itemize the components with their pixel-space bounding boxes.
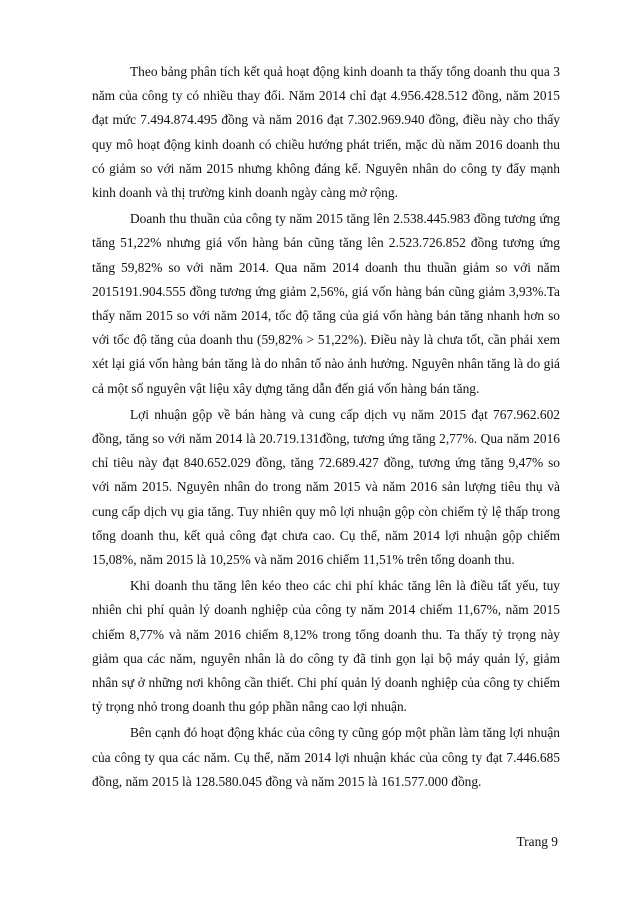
paragraph-other-profit: Bên cạnh đó hoạt động khác của công ty cũng góp một phần làm tăng lợi nhuận của công ty qua các năm. Cụ thể, năm 2014 lợi nhuận khác của công ty đạt 7.446.685 đồng, năm 2015 là 128.580.045 đồng và năm 2015 là 161.577.000 đồng.: [92, 725, 560, 789]
paragraph-management-costs: Khi doanh thu tăng lên kéo theo các chi phí khác tăng lên là điều tất yếu, tuy nhiên chi phí quản lý doanh nghiệp của công ty năm 2014 chiếm 11,67%, năm 2015 chiếm 8,77% và năm 2016 chiếm 8,12% trong tổng doanh thu. Ta thấy tỷ trọng này giảm qua các năm, nguyên nhân là do công ty đã tinh gọn lại bộ máy quản lý, giảm nhân sự ở những nơi không cần thiết. Chi phí quản lý doanh nghiệp của công ty chiếm tỷ trọng nhỏ trong doanh thu góp phần nâng cao lợi nhuận.: [92, 578, 560, 715]
paragraph-revenue-overview: Theo bảng phân tích kết quả hoạt động kinh doanh ta thấy tổng doanh thu qua 3 năm của công ty có nhiều thay đổi. Năm 2014 chỉ đạt 4.956.428.512 đồng, năm 2015 đạt mức 7.494.874.495 đồng và năm 2016 đạt 7.302.969.940 đồng, điều này cho thấy quy mô hoạt động kinh doanh có chiều hướng phát triển, mặc dù năm 2016 doanh thu có giảm so với năm 2015 nhưng không đáng kể. Nguyên nhân do công ty đẩy mạnh kinh doanh và thị trường kinh doanh ngày càng mở rộng.: [92, 64, 560, 201]
paragraph-net-revenue: Doanh thu thuần của công ty năm 2015 tăng lên 2.538.445.983 đồng tương ứng tăng 51,22% nhưng giá vốn hàng bán cũng tăng lên 2.523.726.852 đồng tương ứng tăng 59,82% so với năm 2014. Qua năm 2014 doanh thu thuần giảm so với năm 2015191.904.555 đồng tương ứng giảm 2,56%, giá vốn hàng bán cũng giảm 3,93%.Ta thấy năm 2015 so với năm 2014, tốc độ tăng của giá vốn hàng bán tăng nhanh hơn so với tốc độ tăng của doanh thu (59,82% > 51,22%). Điều này là chưa tốt, cần phải xem xét lại giá vốn hàng bán tăng là do nhân tố nào ảnh hưởng. Nguyên nhân tăng là do giá cả một số nguyên vật liệu xây dựng tăng dẫn đến giá vốn hàng bán tăng.: [92, 211, 560, 396]
document-body: [92, 60, 560, 796]
page-number: Trang 9: [516, 834, 558, 849]
paragraph-gross-profit: Lợi nhuận gộp về bán hàng và cung cấp dịch vụ năm 2015 đạt 767.962.602 đồng, tăng so với năm 2014 là 20.719.131đồng, tương ứng tăng 2,77%. Qua năm 2016 chỉ tiêu này đạt 840.652.029 đồng, tăng 72.689.427 đồng, tương ứng tăng 9,47% so với năm 2015. Nguyên nhân do trong năm 2015 và năm 2016 sản lượng tiêu thụ và cung cấp dịch vụ gia tăng. Tuy nhiên quy mô lợi nhuận gộp còn chiếm tỷ lệ thấp trong tổng doanh thu, kết quả công đạt chưa cao. Cụ thể, năm 2014 lợi nhuận gộp chiếm 15,08%, năm 2015 là 10,25% và năm 2016 chiếm 11,51% trên tổng doanh thu.: [92, 406, 560, 568]
